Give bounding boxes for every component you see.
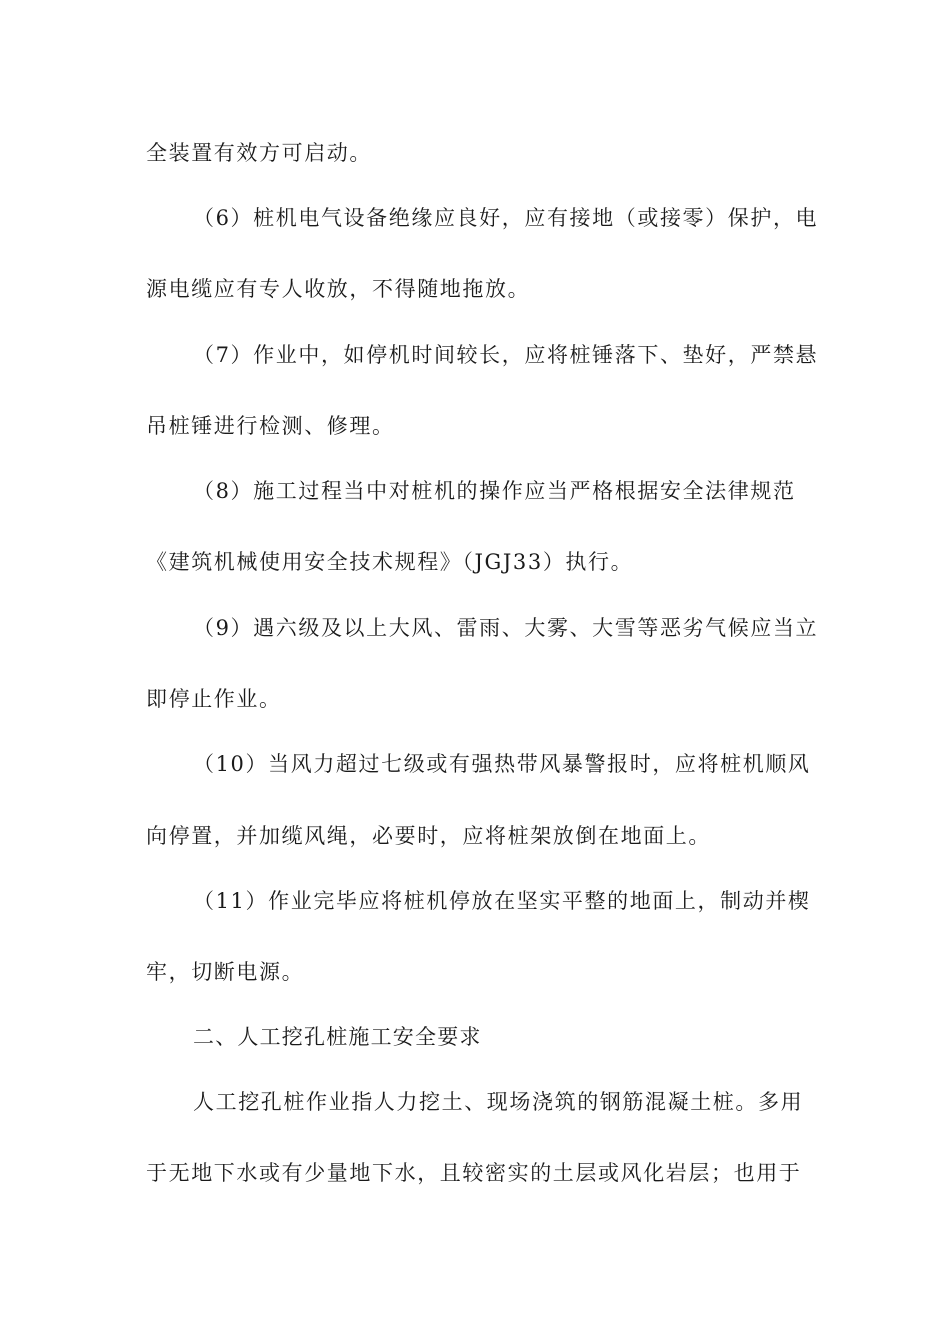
text-line: 全装置有效方可启动。 (146, 141, 372, 165)
text-line: 源电缆应有专人收放，不得随地拖放。 (146, 277, 531, 301)
text-line: （6）桩机电气设备绝缘应良好，应有接地（或接零）保护，电 (193, 206, 819, 230)
text-line: 于无地下水或有少量地下水，且较密实的土层或风化岩层；也用于 (146, 1161, 802, 1185)
section-heading: 二、人工挖孔桩施工安全要求 (193, 1025, 482, 1049)
text-line: 人工挖孔桩作业指人力挖土、现场浇筑的钢筋混凝土桩。多用 (193, 1090, 804, 1114)
text-line: 向停置，并加缆风绳，必要时，应将桩架放倒在地面上。 (146, 824, 711, 848)
text-line: 牢，切断电源。 (146, 960, 305, 984)
text-line: （10）当风力超过七级或有强热带风暴警报时，应将桩机顺风 (193, 752, 811, 776)
text-line: 吊桩锤进行检测、修理。 (146, 414, 395, 438)
text-line: （7）作业中，如停机时间较长，应将桩锤落下、垫好，严禁悬 (193, 343, 819, 367)
text-line: 即停止作业。 (146, 687, 282, 711)
text-line: （11）作业完毕应将桩机停放在坚实平整的地面上，制动并楔 (193, 889, 811, 913)
text-line: （8）施工过程当中对桩机的操作应当严格根据安全法律规范 (193, 479, 796, 503)
text-line: （9）遇六级及以上大风、雷雨、大雾、大雪等恶劣气候应当立 (193, 616, 819, 640)
text-line: 《建筑机械使用安全技术规程》（JGJ33）执行。 (146, 550, 634, 574)
